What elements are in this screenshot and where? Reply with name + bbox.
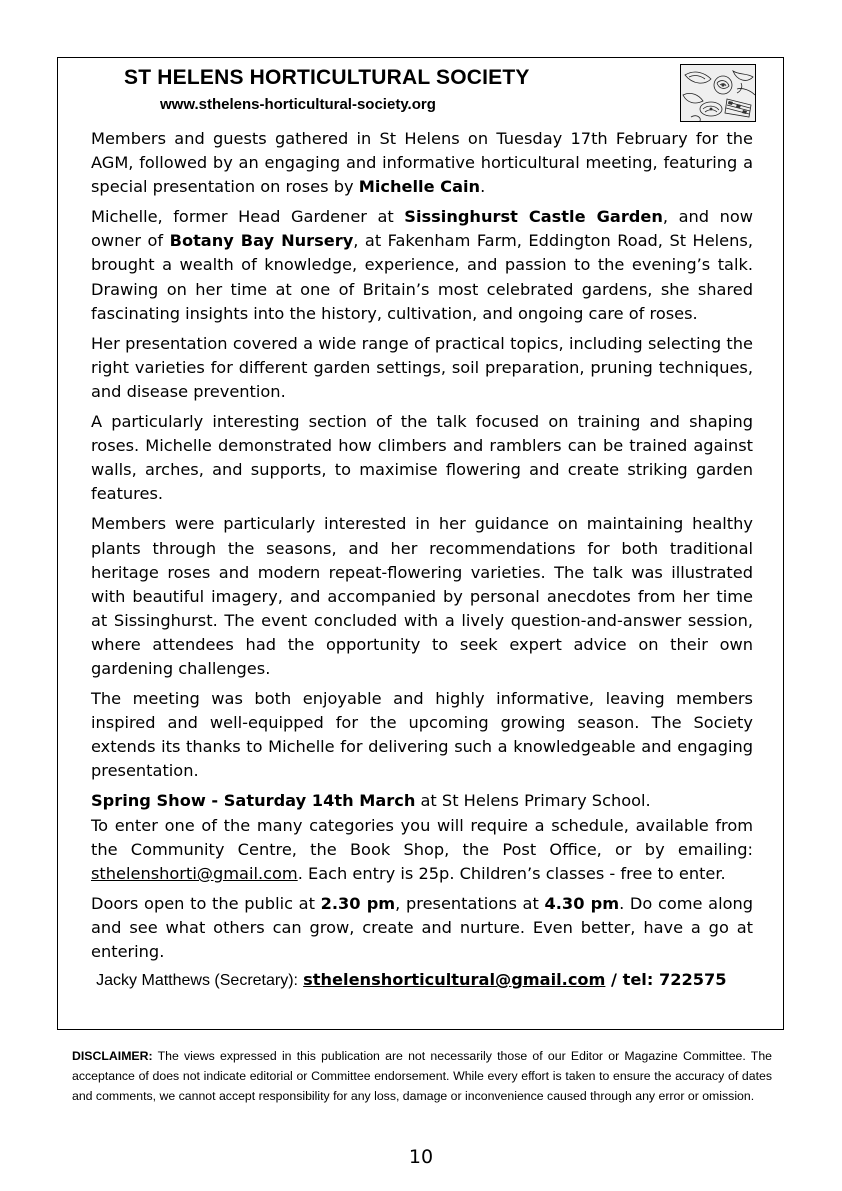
secretary-signature [91, 968, 753, 993]
presentation-time: 4.30 pm [544, 893, 620, 913]
paragraph-guidance: Members were particularly interested in her guidance on maintaining healthy plants through the seasons, and her recommendations for both traditional heritage roses and modern repeat-flowering varieties. The talk was illustrated with beautiful imagery, and accompanied by personal anecdotes from her time at Sissinghurst. The event concluded with a lively question-and-answer session, where attendees had the opportunity to seek expert advice on their own gardening challenges. [91, 514, 753, 678]
secretary-email-link[interactable]: sthelenshorticultural@gmail.com [303, 970, 606, 990]
doors-open-time: 2.30 pm [320, 893, 396, 913]
spring-show-heading: Spring Show - Saturday 14th March [91, 791, 416, 811]
spring-show-entry: To enter one of the many categories you will require a schedule, available from the Community Centre, the Book Shop, the Post Office, or by emailing: sthelenshorti@gmail.com. Each entry is 25p. Children’s classes - free to enter. [91, 815, 753, 883]
paragraph-training: A particularly interesting section of the talk focused on training and shaping roses. Michelle demonstrated how climbers and ramblers can be trained against walls, arches, and supports, to maximise flowering and create striking garden features. [91, 412, 753, 504]
paragraph-intro: Members and guests gathered in St Helens on Tuesday 17th February for the AGM, followed by an engaging and informative horticultural meeting, featuring a special presentation on roses by Michelle Cain. [91, 129, 753, 197]
society-website[interactable]: www.sthelens-horticultural-society.org [160, 96, 436, 113]
paragraph-topics: Her presentation covered a wide range of practical topics, including selecting the right varieties for different garden settings, soil preparation, pruning techniques, and disease prevention. [91, 333, 753, 401]
paragraph-thanks: The meeting was both enjoyable and highly informative, leaving members inspired and well-equipped for the upcoming growing season. The Society extends its thanks to Michelle for delivering such a knowledgeable and engaging presentation. [91, 689, 753, 781]
show-entry-email-link[interactable]: sthelenshorti@gmail.com [91, 863, 298, 883]
disclaimer-text: The views expressed in this publication are not necessarily those of our Editor or Magazine Committee. The acceptance of does not indicate editorial or Committee endorsement. While every effort is taken to ensure the accuracy of dates and comments, we cannot accept responsibility for any loss, damage or inconvenience caused through any error or omission. [72, 1049, 772, 1103]
garden-name: Sissinghurst Castle Garden [404, 207, 663, 227]
nursery-name: Botany Bay Nursery [169, 231, 354, 251]
speaker-name: Michelle Cain [358, 177, 481, 197]
rose-illustration-logo [680, 64, 756, 122]
paragraph-speaker-bio: Michelle, former Head Gardener at Sissinghurst Castle Garden, and now owner of Botany Bay Nursery, at Fakenham Farm, Eddington Road, St Helens, brought a wealth of knowledge, experience, and passion to the evening’s talk. Drawing on her time at one of Britain’s most celebrated gardens, she shared fascinating insights into the history, cultivation, and ongoing care of roses. [91, 207, 753, 323]
disclaimer [72, 1046, 772, 1106]
rose-sketch-icon [681, 65, 756, 122]
spring-show-heading-line: Spring Show - Saturday 14th March at St Helens Primary School. [91, 791, 651, 811]
secretary-name: Jacky Matthews (Secretary): [96, 972, 298, 990]
society-title: ST HELENS HORTICULTURAL SOCIETY [124, 66, 530, 89]
spring-show-doors: Doors open to the public at 2.30 pm, presentations at 4.30 pm. Do come along and see what others can grow, create and nurture. Even better, have a go at entering. [91, 893, 754, 961]
secretary-phone: / tel: 722575 [605, 970, 727, 990]
page-number: 10 [408, 1146, 434, 1168]
article-body [91, 127, 753, 999]
disclaimer-label: DISCLAIMER: [72, 1049, 153, 1063]
